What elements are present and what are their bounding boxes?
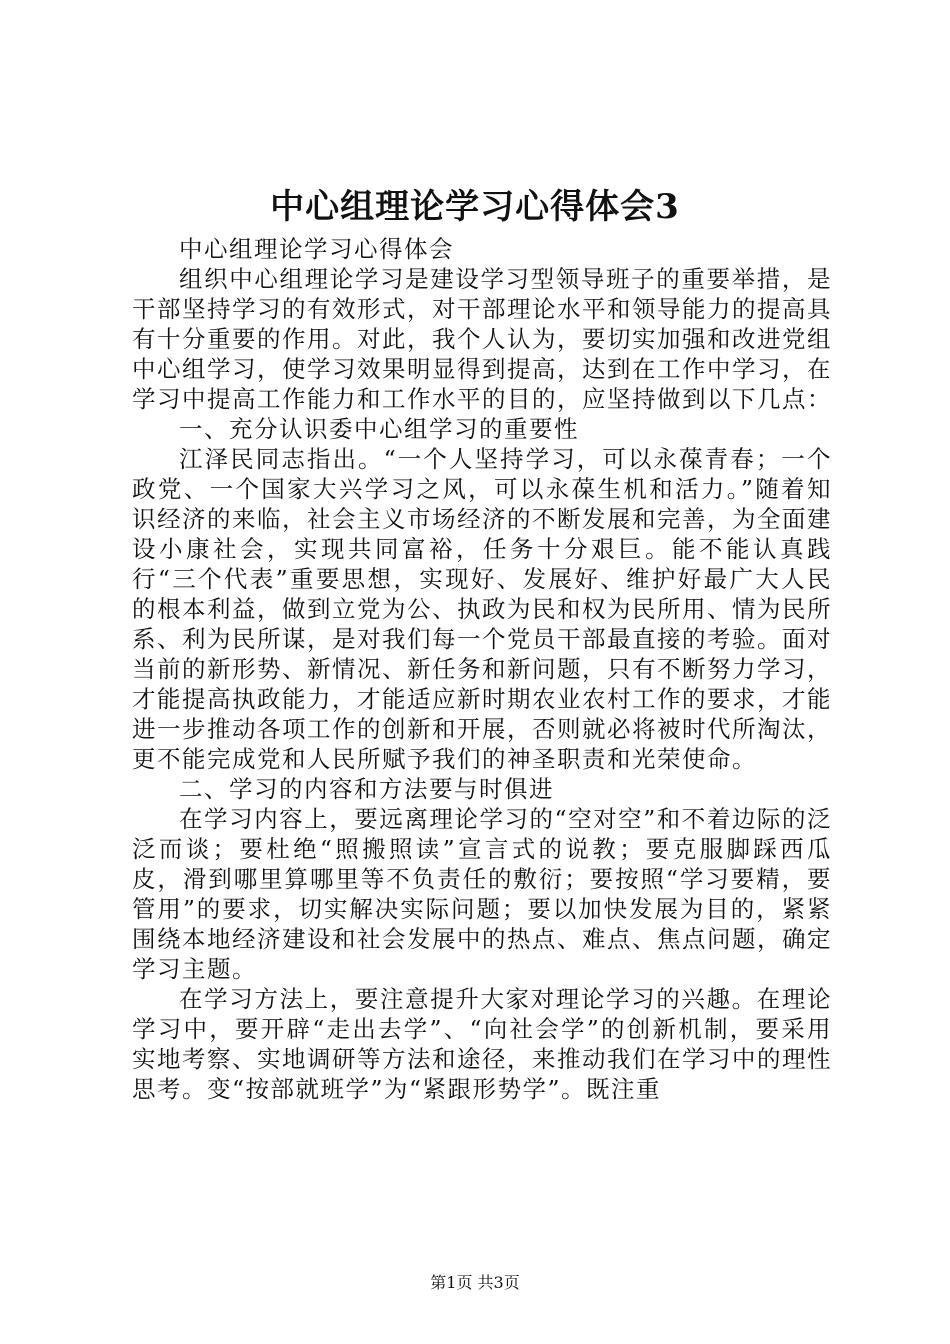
subtitle-line: 中心组理论学习心得体会	[179, 235, 454, 263]
paragraph-section-1: 江泽民同志指出。“一个人坚持学习，可以永葆青春；一个政党、一个国家大兴学习之风，可以永葆生机和活力。”随着知识经济的来临，社会主义市场经济的不断发展和完善，为全面建设小康社会，实现共同富裕，任务十分艰巨。能不能认真践行“三个代表”重要思想，实现好、发展好、维护好最广大人民的根本利益，做到立党为公、执政为民和权为民所用、情为民所系、利为民所谋，是对我们每一个党员干部最直接的考验。面对当前的新形势、新情况、新任务和新问题，只有不断努力学习，才能提高执政能力，才能适应新时期农业农村工作的要求，才能进一步推动各项工作的创新和开展，否则就必将被时代所淘汰，更不能完成党和人民所赋予我们的神圣职责和光荣使命。	[132, 445, 832, 773]
page-footer: 第1页 共3页	[430, 1273, 520, 1292]
section-heading-1: 一、充分认识委中心组学习的重要性	[179, 415, 579, 443]
section-heading-2: 二、学习的内容和方法要与时俱进	[179, 775, 554, 803]
paragraph-content: 在学习内容上，要远离理论学习的“空对空”和不着边际的泛泛而谈；要杜绝“照搬照读”宣言式的说教；要克服脚踩西瓜皮，滑到哪里算哪里等不负责任的敷衍；要按照“学习要精，要管用”的要求，切实解决实际问题；要以加快发展为目的，紧紧围绕本地经济建设和社会发展中的热点、难点、焦点问题，确定学习主题。	[132, 805, 832, 983]
paragraph-intro: 组织中心组理论学习是建设学习型领导班子的重要举措，是干部坚持学习的有效形式，对干部理论水平和领导能力的提高具有十分重要的作用。对此，我个人认为，要切实加强和改进党组中心组学习，使学习效果明显得到提高，达到在工作中学习，在学习中提高工作能力和工作水平的目的，应坚持做到以下几点：	[132, 265, 832, 413]
document-body	[132, 234, 832, 1104]
paragraph-method: 在学习方法上，要注意提升大家对理论学习的兴趣。在理论学习中，要开辟“走出去学”、“向社会学”的创新机制，要采用实地考察、实地调研等方法和途径，来推动我们在学习中的理性思考。变“按部就班学”为“紧跟形势学”。既注重	[132, 985, 832, 1103]
document-title: 中心组理论学习心得体会3	[270, 187, 680, 227]
